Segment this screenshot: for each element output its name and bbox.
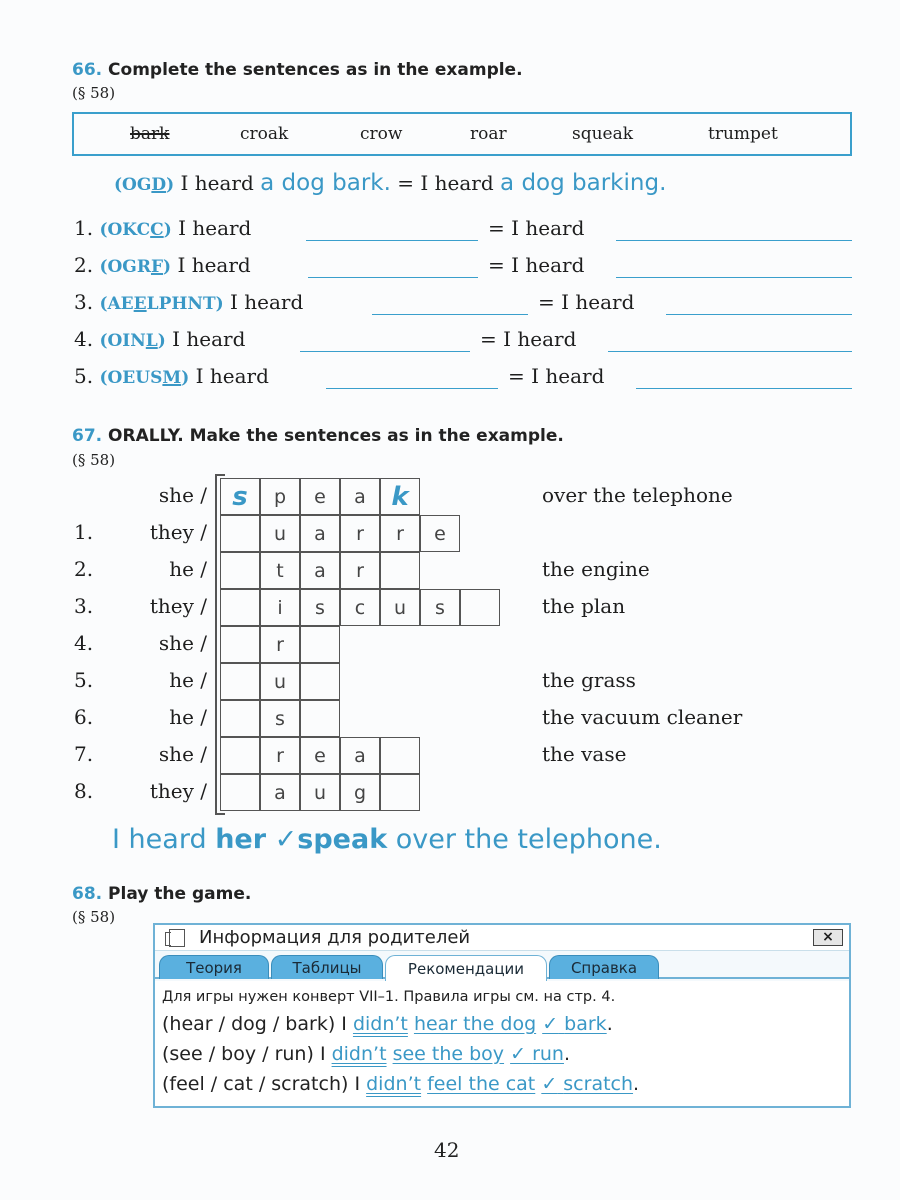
- ex66-title: [72, 60, 523, 80]
- panel-tabs: [155, 953, 849, 979]
- row-pronoun: he /: [169, 557, 207, 581]
- panel-note: Для игры нужен конверт VII–1. Правила игры см. на стр. 4.: [162, 989, 616, 1005]
- crossword-cell[interactable]: s: [260, 700, 300, 737]
- ex68-title-text: Play the game.: [108, 884, 252, 904]
- answer-blank[interactable]: [636, 388, 852, 389]
- crossword-cell[interactable]: t: [260, 552, 300, 589]
- crossword-cell[interactable]: u: [300, 774, 340, 811]
- row-number: 1.: [74, 520, 94, 544]
- example-answer-1: a dog bark.: [260, 170, 391, 196]
- crossword-cell[interactable]: g: [340, 774, 380, 811]
- word-box-item: roar: [470, 124, 507, 144]
- word-box: [72, 112, 852, 156]
- row-pronoun: they /: [149, 520, 207, 544]
- ex67-number: 67.: [72, 426, 103, 446]
- answer-blank[interactable]: [616, 240, 852, 241]
- crossword-cell[interactable]: k: [380, 478, 420, 515]
- crossword-cell[interactable]: [220, 737, 260, 774]
- crossword-cell[interactable]: a: [300, 515, 340, 552]
- ex66-eq: = I heard: [488, 253, 585, 277]
- panel-header: [155, 925, 849, 951]
- ex68-ref: (§ 58): [72, 908, 116, 926]
- row-pronoun: she /: [158, 742, 207, 766]
- ex66-number: 66.: [72, 60, 103, 80]
- crossword-cell[interactable]: [220, 700, 260, 737]
- ex66-item: 1. (OKCC) I heard: [74, 216, 252, 240]
- crossword-cell[interactable]: r: [380, 515, 420, 552]
- row-object: the plan: [542, 594, 626, 618]
- tab-recommendations[interactable]: Рекомендации: [385, 955, 547, 981]
- answer-blank[interactable]: [372, 314, 528, 315]
- ex66-eq: = I heard: [538, 290, 635, 314]
- crossword-cell[interactable]: r: [340, 515, 380, 552]
- row-object: the vacuum cleaner: [542, 705, 743, 729]
- cue-letters: (OGD): [114, 175, 175, 195]
- crossword-cell[interactable]: a: [300, 552, 340, 589]
- ex66-title-text: Complete the sentences as in the example.: [108, 60, 523, 80]
- crossword-cell[interactable]: u: [260, 515, 300, 552]
- crossword-cell[interactable]: r: [340, 552, 380, 589]
- ex66-example: [114, 170, 666, 196]
- ex67-ref: (§ 58): [72, 451, 116, 469]
- crossword-cell[interactable]: [460, 589, 500, 626]
- crossword-cell[interactable]: [300, 700, 340, 737]
- answer-blank[interactable]: [666, 314, 852, 315]
- crossword-cell[interactable]: e: [300, 478, 340, 515]
- crossword-cell[interactable]: a: [340, 737, 380, 774]
- crossword-cell[interactable]: [220, 589, 260, 626]
- crossword-cell[interactable]: a: [340, 478, 380, 515]
- row-number: 5.: [74, 668, 94, 692]
- crossword-cell[interactable]: e: [300, 737, 340, 774]
- row-pronoun: he /: [169, 705, 207, 729]
- answer-blank[interactable]: [608, 351, 852, 352]
- crossword-cell[interactable]: s: [220, 478, 260, 515]
- answer-blank[interactable]: [300, 351, 470, 352]
- row-object: over the telephone: [542, 483, 733, 507]
- crossword-cell[interactable]: r: [260, 737, 300, 774]
- crossword-cell[interactable]: [220, 663, 260, 700]
- row-number: 3.: [74, 594, 94, 618]
- row-number: 4.: [74, 631, 94, 655]
- ex66-ref: (§ 58): [72, 84, 116, 102]
- crossword-cell[interactable]: [220, 626, 260, 663]
- row-object: the engine: [542, 557, 650, 581]
- crossword-cell[interactable]: [380, 774, 420, 811]
- row-pronoun: she /: [158, 631, 207, 655]
- ex66-eq: = I heard: [508, 364, 605, 388]
- word-box-item: squeak: [572, 124, 634, 144]
- word-box-item: trumpet: [708, 124, 778, 144]
- crossword-cell[interactable]: [220, 552, 260, 589]
- ex67-title-text: ORALLY. Make the sentences as in the example.: [108, 426, 564, 446]
- tab-theory[interactable]: Теория: [159, 955, 269, 979]
- example-answer-2: a dog barking.: [500, 170, 667, 196]
- ex66-item: 5. (OEUSM) I heard: [74, 364, 269, 388]
- row-pronoun: she /: [158, 483, 207, 507]
- panel-body: [155, 981, 849, 1106]
- crossword-cell[interactable]: e: [420, 515, 460, 552]
- answer-blank[interactable]: [326, 388, 498, 389]
- crossword-cell[interactable]: a: [260, 774, 300, 811]
- answer-blank[interactable]: [306, 240, 478, 241]
- ex67-example-answer: I heard her ✓speak over the telephone.: [112, 824, 662, 855]
- crossword-cell[interactable]: [300, 626, 340, 663]
- crossword-cell[interactable]: [220, 774, 260, 811]
- row-number: 8.: [74, 779, 94, 803]
- parents-info-panel: [153, 923, 851, 1108]
- ex66-eq: = I heard: [480, 327, 577, 351]
- crossword-cell[interactable]: u: [260, 663, 300, 700]
- ex68-title: [72, 884, 251, 904]
- row-pronoun: they /: [149, 779, 207, 803]
- game-example-line: (see / boy / run) I didn’t see the boy ✓ run.: [162, 1043, 571, 1065]
- crossword-cell[interactable]: r: [260, 626, 300, 663]
- crossword-cell[interactable]: [380, 737, 420, 774]
- answer-blank[interactable]: [308, 277, 478, 278]
- crossword-cell[interactable]: [220, 515, 260, 552]
- tab-reference[interactable]: Справка: [549, 955, 659, 979]
- answer-blank[interactable]: [616, 277, 852, 278]
- row-number: 6.: [74, 705, 94, 729]
- ex68-number: 68.: [72, 884, 103, 904]
- panel-title: Информация для родителей: [199, 927, 471, 948]
- game-example-line: (hear / dog / bark) I didn’t hear the dog ✓ bark.: [162, 1013, 613, 1035]
- crossword-cell[interactable]: p: [260, 478, 300, 515]
- crossword-cell[interactable]: c: [340, 589, 380, 626]
- page-number: 42: [434, 1138, 460, 1162]
- tab-tables[interactable]: Таблицы: [271, 955, 383, 979]
- word-box-item: crow: [360, 124, 403, 144]
- crossword-cell[interactable]: [380, 552, 420, 589]
- word-box-item: croak: [240, 124, 289, 144]
- row-number: 7.: [74, 742, 94, 766]
- row-object: the grass: [542, 668, 636, 692]
- ex66-eq: = I heard: [488, 216, 585, 240]
- ex67-title: [72, 426, 564, 446]
- example-eq: = I heard: [397, 171, 494, 195]
- word-box-item: bark: [130, 124, 170, 144]
- row-object: the vase: [542, 742, 627, 766]
- game-example-line: (feel / cat / scratch) I didn’t feel the cat ✓ scratch.: [162, 1073, 640, 1095]
- crossword-cell[interactable]: s: [300, 589, 340, 626]
- row-pronoun: they /: [149, 594, 207, 618]
- document-icon: [169, 929, 185, 947]
- crossword-cell[interactable]: u: [380, 589, 420, 626]
- row-pronoun: he /: [169, 668, 207, 692]
- ex66-item: 2. (OGRF) I heard: [74, 253, 251, 277]
- example-lead: I heard: [180, 171, 254, 195]
- crossword-cell[interactable]: [300, 663, 340, 700]
- ex66-item: 3. (AEELPHNT) I heard: [74, 290, 304, 314]
- row-number: 2.: [74, 557, 94, 581]
- grid-frame-left: [215, 474, 225, 815]
- crossword-cell[interactable]: i: [260, 589, 300, 626]
- ex66-item: 4. (OINL) I heard: [74, 327, 246, 351]
- close-button[interactable]: ×: [813, 929, 843, 946]
- crossword-cell[interactable]: s: [420, 589, 460, 626]
